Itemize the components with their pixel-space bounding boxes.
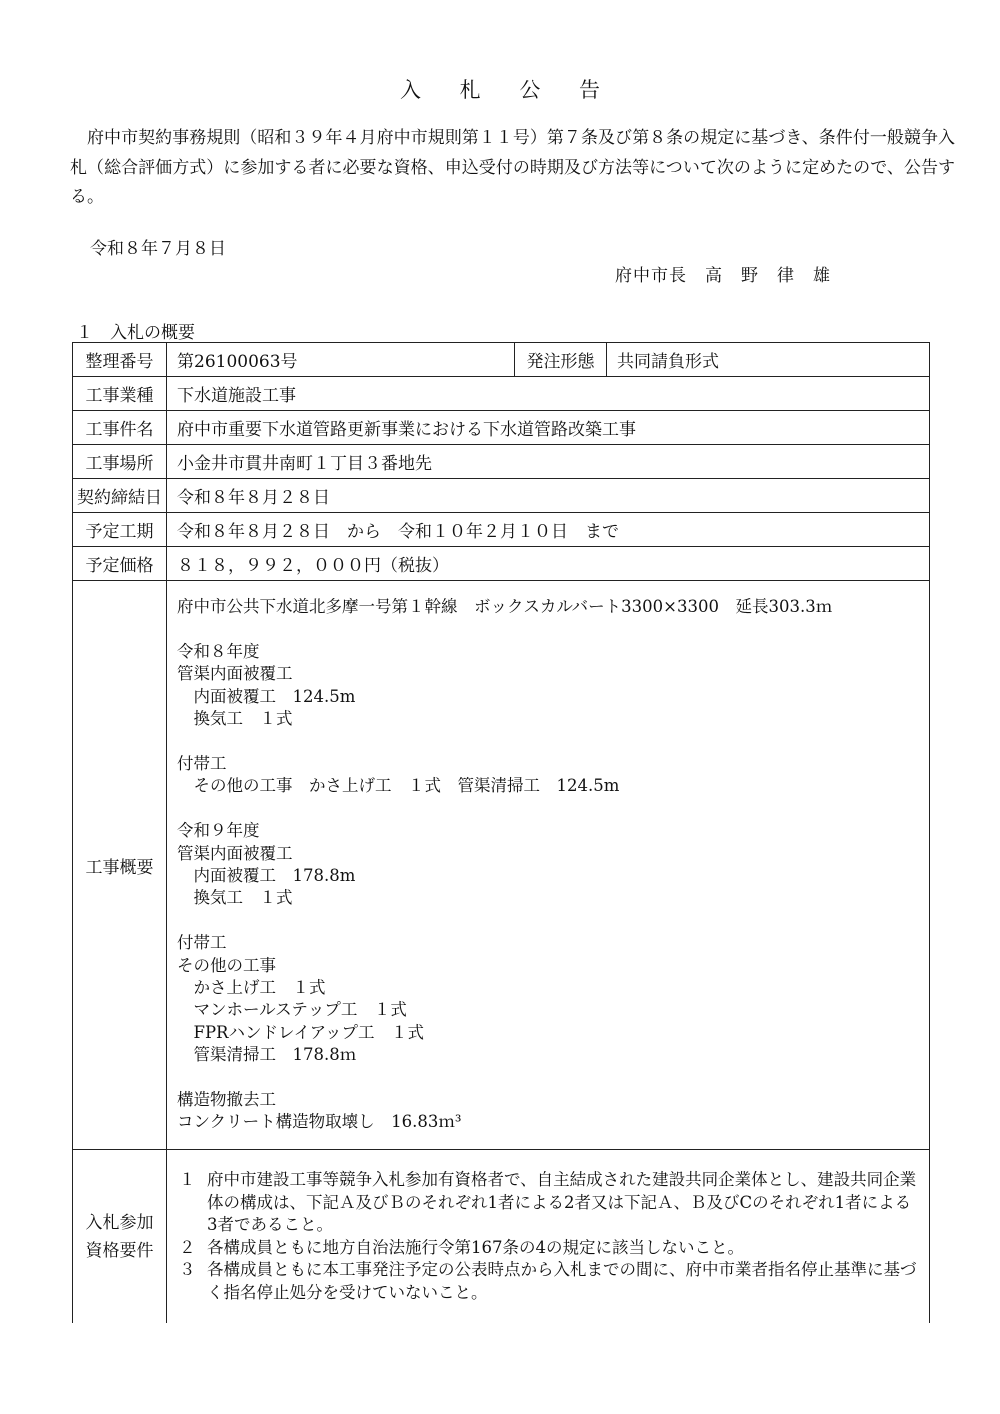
page-title: 入 札 公 告 — [399, 78, 617, 102]
gaiyo-blank-line — [177, 1067, 919, 1089]
basho-label: 工事場所 — [73, 445, 167, 479]
gaiyo-blank-line — [177, 798, 919, 820]
shikaku-label-line2: 資格要件 — [85, 1240, 154, 1261]
gaiyo-line: その他の工事 かさ上げ工 １式 管渠清掃工 124.5m — [177, 776, 620, 796]
gaiyo-lines — [177, 596, 919, 1134]
hatchu-value: 共同請負形式 — [607, 343, 930, 377]
table-row — [73, 411, 930, 445]
seiri-value: 第26100063号 — [167, 343, 515, 377]
table-row — [73, 479, 930, 513]
kenmei-value: 府中市重要下水道管路更新事業における下水道管路改築工事 — [167, 411, 930, 445]
kenmei-label: 工事件名 — [73, 411, 167, 445]
seiri-label: 整理番号 — [73, 343, 167, 377]
kakaku-label: 予定価格 — [73, 547, 167, 581]
kakaku-value: ８１８，９９２，０００円（税抜） — [167, 547, 930, 581]
hatchu-label: 発注形態 — [515, 343, 607, 377]
gaiyo-line: 管渠清掃工 178.8ｍ — [177, 1045, 357, 1065]
shugyo-value: 下水道施設工事 — [167, 377, 930, 411]
gaiyo-line: かさ上げ工 １式 — [177, 978, 326, 997]
signer-name: 府中市長 高 野 律 雄 — [615, 266, 831, 286]
teiketsu-value: 令和８年８月２８日 — [167, 479, 930, 513]
list-item-text: 各構成員ともに地方自治法施行令第167条の4の規定に該当しないこと。 — [207, 1237, 744, 1257]
gaiyo-blank-line — [177, 619, 919, 641]
gaiyo-line: その他の工事 — [177, 955, 276, 975]
list-item-number: １ — [179, 1170, 196, 1189]
table-row — [73, 547, 930, 581]
kouki-value: 令和８年８月２８日 から 令和１０年２月１０日 まで — [167, 513, 930, 547]
gaiyo-line: 管渠内面被覆工 — [177, 664, 293, 684]
gaiyo-line: 令和８年度 — [177, 641, 260, 661]
table-row — [73, 343, 930, 377]
gaiyo-line: 令和９年度 — [177, 821, 260, 841]
gaiyo-line: 内面被覆工 178.8m — [177, 865, 356, 885]
gaiyo-line: 内面被覆工 124.5m — [177, 686, 356, 706]
gaiyo-line: FPRハンドレイアップ工 １式 — [177, 1022, 424, 1042]
table-row — [73, 445, 930, 479]
teiketsu-label: 契約締結日 — [73, 479, 167, 513]
gaiyo-value — [167, 581, 930, 1150]
gaiyo-line: 管渠内面被覆工 — [177, 843, 293, 863]
gaiyo-line: 付帯工 — [177, 933, 227, 953]
table-row — [73, 581, 930, 1150]
shugyo-label: 工事業種 — [73, 377, 167, 411]
shikaku-label-line1: 入札参加 — [85, 1212, 154, 1233]
gaiyo-line: 構造物撤去工 — [177, 1090, 276, 1110]
basho-value: 小金井市貫井南町１丁目３番地先 — [167, 445, 930, 479]
list-item-text: 各構成員ともに本工事発注予定の公表時点から入札までの間に、府中市業者指名停止基準に基づく指名停止処分を受けていないこと。 — [207, 1260, 917, 1302]
table-row — [73, 1150, 930, 1324]
shikaku-list — [177, 1169, 919, 1304]
table-row — [73, 377, 930, 411]
preamble-paragraph: 府中市契約事務規則（昭和３９年４月府中市規則第１１号）第７条及び第８条の規定に基づき、条件付一般競争入札（総合評価方式）に参加する者に必要な資格、申込受付の時期及び方法等について次のように定めたので、公告する。 — [70, 128, 955, 207]
list-item-text: 府中市建設工事等競争入札参加有資格者で、自主結成された建設共同企業体とし、建設共同企業体の構成は、下記Ａ及びＢのそれぞれ1者による2者又は下記Ａ、Ｂ及びCのそれぞれ1者による3者であること。 — [207, 1170, 917, 1234]
notice-date: 令和８年７月８日 — [90, 239, 226, 259]
gaiyo-line: 府中市公共下水道北多摩一号第１幹線 ボックスカルバート3300×3300 延長303.3ｍ — [177, 597, 833, 617]
list-item-number: ２ — [179, 1237, 196, 1257]
shikaku-label — [73, 1150, 167, 1324]
overview-table — [72, 342, 930, 1323]
gaiyo-line: コンクリート構造物取壊し 16.83ｍ³ — [177, 1112, 462, 1132]
gaiyo-blank-line — [177, 731, 919, 753]
table-row — [73, 513, 930, 547]
gaiyo-line: マンホールステップ工 １式 — [177, 1000, 407, 1020]
gaiyo-line: 換気工 １式 — [177, 709, 293, 729]
shikaku-value — [167, 1150, 930, 1324]
gaiyo-label: 工事概要 — [73, 581, 167, 1150]
gaiyo-line: 付帯工 — [177, 753, 227, 773]
gaiyo-blank-line — [177, 910, 919, 932]
section-heading-overview: １ 入札の概要 — [76, 323, 195, 343]
list-item — [177, 1169, 919, 1237]
kouki-label: 予定工期 — [73, 513, 167, 547]
list-item — [177, 1237, 919, 1260]
gaiyo-line: 換気工 １式 — [177, 888, 293, 908]
list-item-number: ３ — [179, 1260, 196, 1279]
list-item — [177, 1259, 919, 1304]
